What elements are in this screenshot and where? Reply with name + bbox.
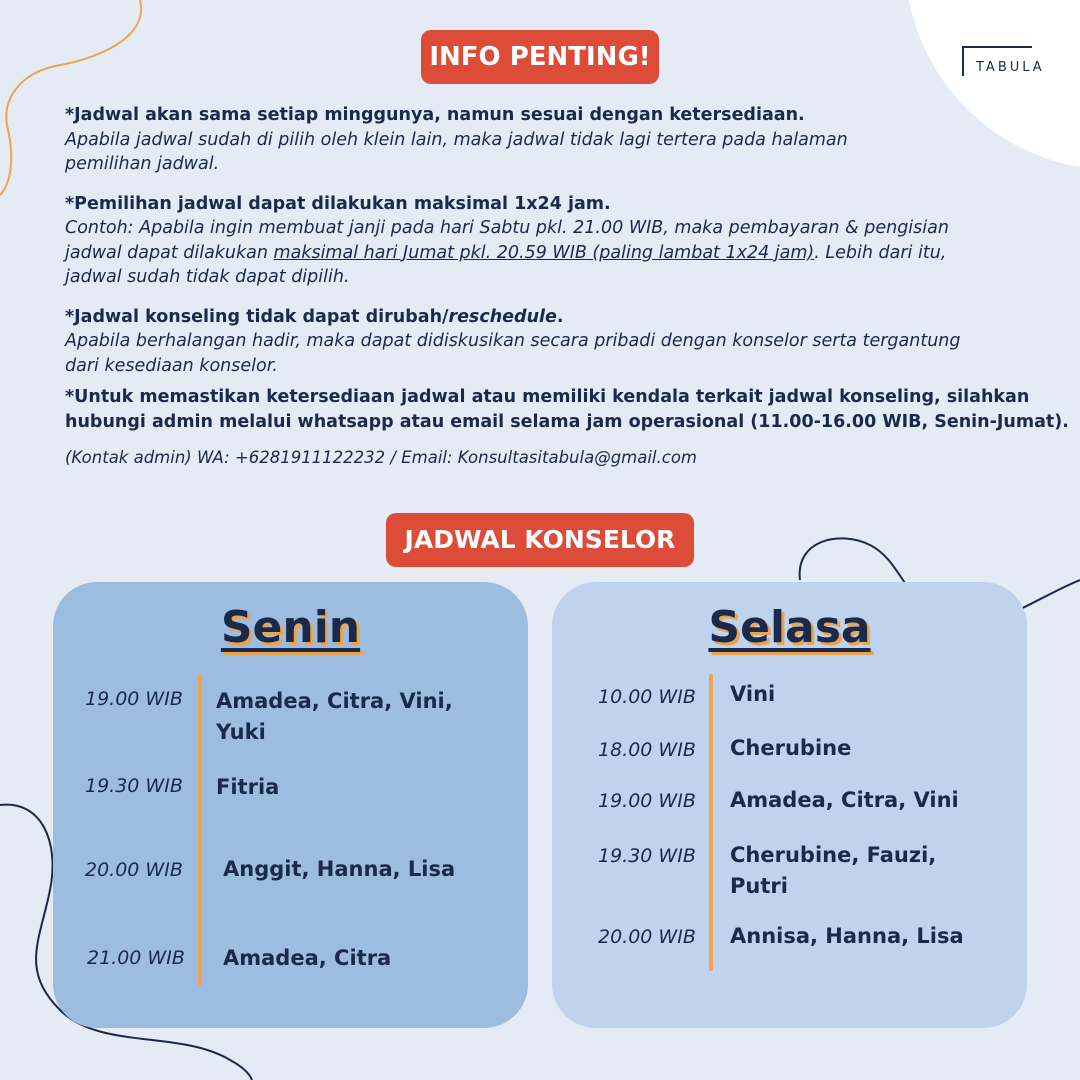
note-2-deadline: maksimal hari Jumat pkl. 20.59 WIB (paling lambat 1x24 jam) xyxy=(273,242,815,263)
slot-counselors: Anggit, Hanna, Lisa xyxy=(223,857,456,881)
slot-time: 19.30 WIB xyxy=(85,775,183,797)
note-4-heading-line-1: *Untuk memastikan ketersediaan jadwal atau memiliki kendala terkait jadwal konseling, silahkan xyxy=(65,387,1030,407)
schedule-card-senin xyxy=(53,582,528,1028)
note-3-heading-pre: *Jadwal konseling tidak dapat dirubah/ xyxy=(65,306,449,327)
tabula-logo xyxy=(962,46,1058,80)
slot-counselors: Amadea, Citra xyxy=(223,946,392,970)
logo-bar-left xyxy=(962,46,964,76)
jadwal-konselor-badge: JADWAL KONSELOR xyxy=(386,513,694,567)
note-2-line-1: Contoh: Apabila ingin membuat janji pada hari Sabtu pkl. 21.00 WIB, maka pembayaran & pengisian xyxy=(65,218,949,238)
divider-line-senin xyxy=(198,674,202,986)
info-notes xyxy=(65,103,1069,471)
note-4-heading-line-2: hubungi admin melalui whatsapp atau email selama jam operasional (11.00-16.00 WIB, Senin-Jumat). xyxy=(65,411,1069,432)
slot-time: 20.00 WIB xyxy=(85,859,183,881)
note-3-heading xyxy=(65,305,1065,330)
note-2-line-2-pre: jadwal dapat dilakukan xyxy=(65,242,274,263)
note-1-line-2: pemilihan jadwal. xyxy=(65,154,220,174)
slot-counselors: Vini xyxy=(730,682,776,706)
note-3-line-2: dari kesediaan konselor. xyxy=(65,355,278,376)
slot-counselors: Cherubine, Fauzi, Putri xyxy=(730,843,937,898)
note-2-line-3: jadwal sudah tidak dapat dipilih. xyxy=(65,267,350,287)
slot-counselors: Fitria xyxy=(216,775,280,799)
note-3-line-1: Apabila berhalangan hadir, maka dapat didiskusikan secara pribadi dengan konselor serta tergantung xyxy=(65,331,961,351)
slot-time: 19.00 WIB xyxy=(85,688,183,710)
note-2-heading: *Pemilihan jadwal dapat dilakukan maksimal 1x24 jam. xyxy=(65,193,611,214)
slot-time: 19.00 WIB xyxy=(598,790,696,812)
note-2-line-2 xyxy=(65,241,1065,266)
slot-counselors: Amadea, Citra, Vini, Yuki xyxy=(216,689,453,744)
note-3-heading-post: . xyxy=(556,306,564,327)
slot-time: 19.30 WIB xyxy=(598,845,696,867)
slot-time: 10.00 WIB xyxy=(598,686,696,708)
slot-counselors: Annisa, Hanna, Lisa xyxy=(730,924,964,948)
day-title-senin: Senin xyxy=(220,602,361,653)
slot-time: 18.00 WIB xyxy=(598,739,696,761)
divider-line-selasa xyxy=(709,674,713,971)
day-title-selasa: Selasa xyxy=(708,602,871,653)
slot-counselors: Cherubine xyxy=(730,736,852,760)
logo-text: TABULA xyxy=(976,60,1045,75)
info-penting-badge: INFO PENTING! xyxy=(421,30,659,84)
note-1-line-1: Apabila jadwal sudah di pilih oleh klein lain, maka jadwal tidak lagi tertera pada halaman xyxy=(65,129,848,150)
slot-counselors: Amadea, Citra, Vini xyxy=(730,788,959,812)
note-1-heading: *Jadwal akan sama setiap minggunya, namun sesuai dengan ketersediaan. xyxy=(65,105,805,125)
note-3-reschedule: reschedule xyxy=(448,306,557,327)
slot-time: 21.00 WIB xyxy=(87,947,185,969)
logo-bar-top xyxy=(962,46,1032,48)
slot-time: 20.00 WIB xyxy=(598,926,696,948)
note-2-line-2-post: . Lebih dari itu, xyxy=(814,242,947,263)
admin-contact: (Kontak admin) WA: +6281911122232 / Email: Konsultasitabula@gmail.com xyxy=(65,448,698,467)
schedule-card-selasa xyxy=(552,582,1027,1028)
